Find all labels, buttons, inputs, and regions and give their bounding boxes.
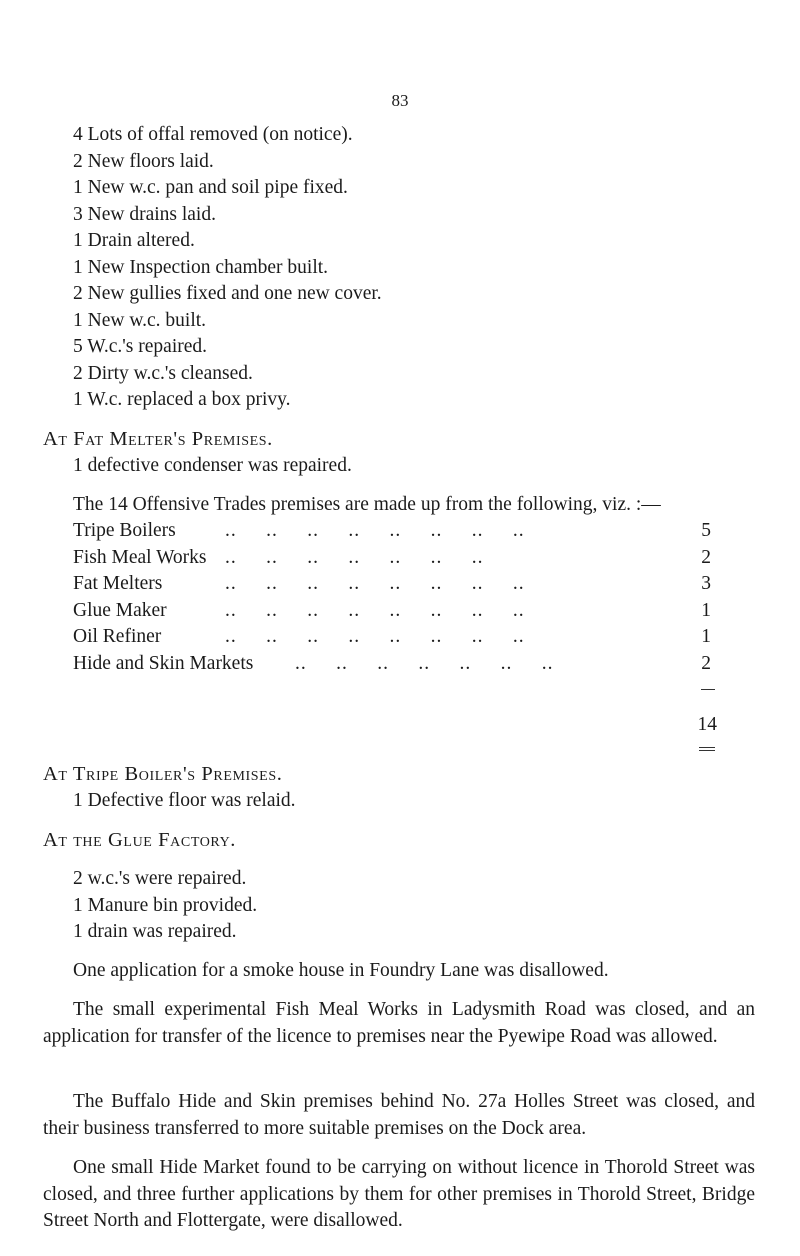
trade-count: 5 [701, 520, 711, 541]
trade-name: Fat Melters [73, 573, 163, 594]
paragraph [43, 1089, 755, 1142]
total-rule [701, 689, 715, 690]
trade-count: 1 [701, 600, 711, 621]
repair-item: 1 New Inspection chamber built. [73, 257, 329, 278]
offensive-trades-intro: The 14 Offensive Trades premises are made up from the following, viz. :— [73, 494, 661, 515]
leader-dots: .. .. .. .. .. .. .. .. [225, 573, 525, 594]
leader-dots: .. .. .. .. .. .. .. .. [225, 520, 525, 541]
trade-row [73, 651, 711, 677]
trade-count: 1 [701, 626, 711, 647]
trade-row [73, 598, 711, 624]
trade-count: 3 [701, 573, 711, 594]
repair-item: 3 New drains laid. [73, 204, 216, 225]
trade-count: 2 [701, 547, 711, 568]
trade-row [73, 545, 711, 571]
repair-item: 2 New floors laid. [73, 151, 214, 172]
trade-row [73, 624, 711, 650]
double-rule-top [699, 747, 715, 748]
leader-dots: .. .. .. .. .. .. .. [295, 653, 554, 674]
paragraph [43, 958, 755, 985]
paragraph [43, 997, 755, 1050]
section-heading-glue-factory: At the Glue Factory. [43, 829, 237, 851]
repair-item: 1 W.c. replaced a box privy. [73, 389, 291, 410]
trade-row [73, 571, 711, 597]
repair-item: 1 New w.c. pan and soil pipe fixed. [73, 177, 348, 198]
trade-row [73, 518, 711, 544]
glue-factory-item: 1 Manure bin provided. [73, 895, 258, 916]
trade-name: Fish Meal Works [73, 547, 207, 568]
page-number: 83 [391, 91, 409, 110]
glue-factory-item: 1 drain was repaired. [73, 921, 237, 942]
section-heading-fat-melter: At Fat Melter's Premises. [43, 428, 273, 450]
trade-name: Oil Refiner [73, 626, 162, 647]
repair-item: 1 Drain altered. [73, 230, 195, 251]
glue-factory-item: 2 w.c.'s were repaired. [73, 868, 247, 889]
paragraph-text: One small Hide Market found to be carrying on without licence in Thorold Street was closed, and three further applications by them for other premises in Thorold Street, Bridge Street North and Flottergate, were disallowed. [43, 1157, 755, 1231]
leader-dots: .. .. .. .. .. .. .. .. [225, 600, 525, 621]
tripe-boiler-item: 1 Defective floor was relaid. [73, 790, 296, 811]
paragraph [43, 1155, 755, 1235]
paragraph-text: The Buffalo Hide and Skin premises behind No. 27a Holles Street was closed, and their business transferred to more suitable premises on the Dock area. [43, 1091, 755, 1139]
leader-dots: .. .. .. .. .. .. .. .. [225, 626, 525, 647]
leader-dots: .. .. .. .. .. .. .. [225, 547, 484, 568]
section-heading-tripe-boiler: At Tripe Boiler's Premises. [43, 763, 283, 785]
double-rule-bottom [699, 750, 715, 751]
trade-name: Glue Maker [73, 600, 167, 621]
repair-item: 2 New gullies fixed and one new cover. [73, 283, 382, 304]
paragraph-text: One application for a smoke house in Foundry Lane was disallowed. [73, 960, 609, 981]
trade-name: Hide and Skin Markets [73, 653, 254, 674]
repair-item: 4 Lots of offal removed (on notice). [73, 124, 353, 145]
paragraph-text: The small experimental Fish Meal Works in Ladysmith Road was closed, and an application for transfer of the licence to premises near the Pyewipe Road was allowed. [43, 999, 755, 1047]
fat-melter-item: 1 defective condenser was repaired. [73, 455, 352, 476]
repair-item: 2 Dirty w.c.'s cleansed. [73, 363, 253, 384]
repair-item: 5 W.c.'s repaired. [73, 336, 208, 357]
trades-total: 14 [697, 714, 717, 735]
repair-item: 1 New w.c. built. [73, 310, 207, 331]
trade-name: Tripe Boilers [73, 520, 176, 541]
trade-count: 2 [701, 653, 711, 674]
